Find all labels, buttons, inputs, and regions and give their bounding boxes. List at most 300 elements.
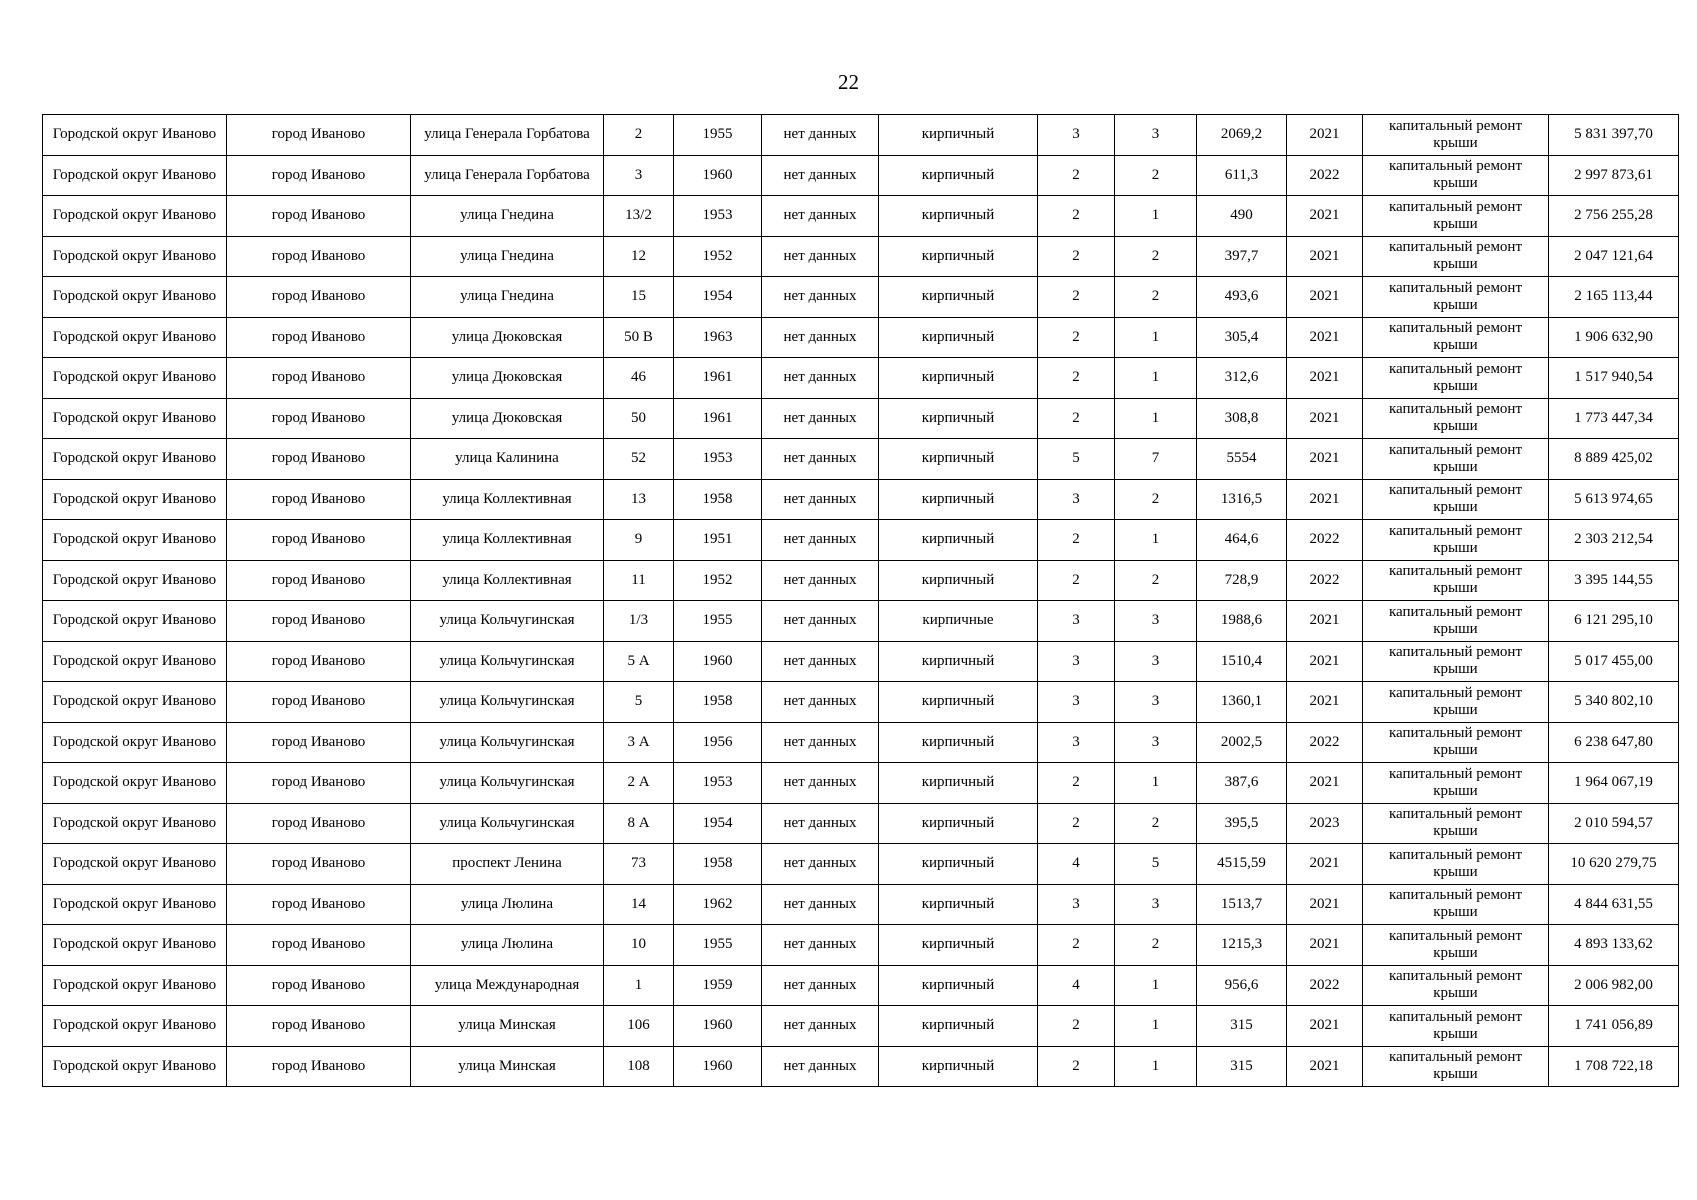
table-row (43, 601, 1679, 642)
table-row (43, 965, 1679, 1006)
table-row (43, 1046, 1679, 1087)
street-cell: улица Международная (411, 965, 604, 1006)
cost-cell: 6 121 295,10 (1549, 601, 1679, 642)
house-number-cell: 46 (604, 358, 674, 399)
area-cell: 1513,7 (1197, 884, 1287, 925)
entrances-cell: 3 (1115, 884, 1197, 925)
municipality-cell: Городской округ Иваново (43, 1046, 227, 1087)
last-repair-year-cell: нет данных (762, 682, 879, 723)
work-type-cell: капитальный ремонт крыши (1363, 439, 1549, 480)
settlement-cell: город Иваново (227, 155, 411, 196)
wall-material-cell: кирпичный (879, 358, 1038, 399)
municipality-cell: Городской округ Иваново (43, 965, 227, 1006)
floors-cell: 4 (1038, 844, 1115, 885)
floors-cell: 3 (1038, 722, 1115, 763)
build-year-cell: 1954 (674, 277, 762, 318)
last-repair-year-cell: нет данных (762, 317, 879, 358)
wall-material-cell: кирпичный (879, 277, 1038, 318)
build-year-cell: 1956 (674, 722, 762, 763)
municipality-cell: Городской округ Иваново (43, 155, 227, 196)
street-cell: улица Дюковская (411, 358, 604, 399)
wall-material-cell: кирпичный (879, 722, 1038, 763)
cost-cell: 5 613 974,65 (1549, 479, 1679, 520)
street-cell: улица Кольчугинская (411, 722, 604, 763)
house-number-cell: 8 А (604, 803, 674, 844)
house-number-cell: 9 (604, 520, 674, 561)
house-number-cell: 1/3 (604, 601, 674, 642)
settlement-cell: город Иваново (227, 803, 411, 844)
build-year-cell: 1953 (674, 763, 762, 804)
table-row (43, 844, 1679, 885)
area-cell: 5554 (1197, 439, 1287, 480)
cost-cell: 10 620 279,75 (1549, 844, 1679, 885)
floors-cell: 2 (1038, 398, 1115, 439)
work-type-cell: капитальный ремонт крыши (1363, 398, 1549, 439)
table-row (43, 155, 1679, 196)
area-cell: 312,6 (1197, 358, 1287, 399)
table-row (43, 236, 1679, 277)
municipality-cell: Городской округ Иваново (43, 479, 227, 520)
plan-year-cell: 2021 (1287, 763, 1363, 804)
house-number-cell: 50 В (604, 317, 674, 358)
municipality-cell: Городской округ Иваново (43, 439, 227, 480)
wall-material-cell: кирпичный (879, 925, 1038, 966)
work-type-cell: капитальный ремонт крыши (1363, 479, 1549, 520)
entrances-cell: 2 (1115, 925, 1197, 966)
table-row (43, 479, 1679, 520)
settlement-cell: город Иваново (227, 965, 411, 1006)
plan-year-cell: 2022 (1287, 155, 1363, 196)
plan-year-cell: 2022 (1287, 560, 1363, 601)
area-cell: 1510,4 (1197, 641, 1287, 682)
last-repair-year-cell: нет данных (762, 479, 879, 520)
floors-cell: 3 (1038, 682, 1115, 723)
build-year-cell: 1958 (674, 844, 762, 885)
floors-cell: 5 (1038, 439, 1115, 480)
settlement-cell: город Иваново (227, 641, 411, 682)
wall-material-cell: кирпичный (879, 641, 1038, 682)
house-number-cell: 5 А (604, 641, 674, 682)
cost-cell: 2 165 113,44 (1549, 277, 1679, 318)
table-body (43, 115, 1679, 1087)
cost-cell: 1 741 056,89 (1549, 1006, 1679, 1047)
settlement-cell: город Иваново (227, 115, 411, 156)
plan-year-cell: 2021 (1287, 601, 1363, 642)
settlement-cell: город Иваново (227, 439, 411, 480)
municipality-cell: Городской округ Иваново (43, 763, 227, 804)
work-type-cell: капитальный ремонт крыши (1363, 115, 1549, 156)
municipality-cell: Городской округ Иваново (43, 1006, 227, 1047)
wall-material-cell: кирпичный (879, 763, 1038, 804)
floors-cell: 2 (1038, 196, 1115, 237)
floors-cell: 2 (1038, 155, 1115, 196)
wall-material-cell: кирпичный (879, 398, 1038, 439)
build-year-cell: 1959 (674, 965, 762, 1006)
plan-year-cell: 2022 (1287, 722, 1363, 763)
plan-year-cell: 2021 (1287, 844, 1363, 885)
street-cell: улица Калинина (411, 439, 604, 480)
build-year-cell: 1962 (674, 884, 762, 925)
street-cell: проспект Ленина (411, 844, 604, 885)
last-repair-year-cell: нет данных (762, 196, 879, 237)
plan-year-cell: 2021 (1287, 196, 1363, 237)
entrances-cell: 3 (1115, 722, 1197, 763)
floors-cell: 2 (1038, 1006, 1115, 1047)
entrances-cell: 1 (1115, 1006, 1197, 1047)
page-number: 22 (838, 70, 859, 94)
last-repair-year-cell: нет данных (762, 803, 879, 844)
settlement-cell: город Иваново (227, 236, 411, 277)
wall-material-cell: кирпичный (879, 196, 1038, 237)
cost-cell: 2 303 212,54 (1549, 520, 1679, 561)
work-type-cell: капитальный ремонт крыши (1363, 1046, 1549, 1087)
last-repair-year-cell: нет данных (762, 155, 879, 196)
street-cell: улица Генерала Горбатова (411, 155, 604, 196)
table-row (43, 439, 1679, 480)
house-number-cell: 108 (604, 1046, 674, 1087)
settlement-cell: город Иваново (227, 317, 411, 358)
build-year-cell: 1955 (674, 925, 762, 966)
table-row (43, 358, 1679, 399)
house-number-cell: 2 (604, 115, 674, 156)
wall-material-cell: кирпичные (879, 601, 1038, 642)
cost-cell: 1 964 067,19 (1549, 763, 1679, 804)
table-row (43, 641, 1679, 682)
plan-year-cell: 2021 (1287, 1046, 1363, 1087)
table-row (43, 115, 1679, 156)
cost-cell: 3 395 144,55 (1549, 560, 1679, 601)
table-row (43, 520, 1679, 561)
floors-cell: 2 (1038, 520, 1115, 561)
build-year-cell: 1960 (674, 1006, 762, 1047)
plan-year-cell: 2021 (1287, 236, 1363, 277)
work-type-cell: капитальный ремонт крыши (1363, 722, 1549, 763)
municipality-cell: Городской округ Иваново (43, 520, 227, 561)
floors-cell: 2 (1038, 317, 1115, 358)
build-year-cell: 1963 (674, 317, 762, 358)
plan-year-cell: 2021 (1287, 1006, 1363, 1047)
entrances-cell: 2 (1115, 479, 1197, 520)
wall-material-cell: кирпичный (879, 965, 1038, 1006)
plan-year-cell: 2022 (1287, 965, 1363, 1006)
area-cell: 490 (1197, 196, 1287, 237)
last-repair-year-cell: нет данных (762, 763, 879, 804)
area-cell: 315 (1197, 1046, 1287, 1087)
work-type-cell: капитальный ремонт крыши (1363, 317, 1549, 358)
plan-year-cell: 2021 (1287, 479, 1363, 520)
plan-year-cell: 2021 (1287, 641, 1363, 682)
cost-cell: 5 017 455,00 (1549, 641, 1679, 682)
street-cell: улица Генерала Горбатова (411, 115, 604, 156)
house-number-cell: 15 (604, 277, 674, 318)
municipality-cell: Городской округ Иваново (43, 641, 227, 682)
entrances-cell: 1 (1115, 398, 1197, 439)
build-year-cell: 1953 (674, 439, 762, 480)
entrances-cell: 1 (1115, 196, 1197, 237)
settlement-cell: город Иваново (227, 479, 411, 520)
wall-material-cell: кирпичный (879, 520, 1038, 561)
work-type-cell: капитальный ремонт крыши (1363, 965, 1549, 1006)
cost-cell: 1 517 940,54 (1549, 358, 1679, 399)
wall-material-cell: кирпичный (879, 884, 1038, 925)
street-cell: улица Кольчугинская (411, 641, 604, 682)
work-type-cell: капитальный ремонт крыши (1363, 560, 1549, 601)
wall-material-cell: кирпичный (879, 155, 1038, 196)
house-number-cell: 3 (604, 155, 674, 196)
entrances-cell: 3 (1115, 601, 1197, 642)
area-cell: 397,7 (1197, 236, 1287, 277)
cost-cell: 2 997 873,61 (1549, 155, 1679, 196)
last-repair-year-cell: нет данных (762, 601, 879, 642)
cost-cell: 6 238 647,80 (1549, 722, 1679, 763)
municipality-cell: Городской округ Иваново (43, 560, 227, 601)
street-cell: улица Дюковская (411, 398, 604, 439)
street-cell: улица Люлина (411, 884, 604, 925)
house-number-cell: 1 (604, 965, 674, 1006)
street-cell: улица Коллективная (411, 560, 604, 601)
house-number-cell: 14 (604, 884, 674, 925)
floors-cell: 4 (1038, 965, 1115, 1006)
last-repair-year-cell: нет данных (762, 722, 879, 763)
table-row (43, 277, 1679, 318)
plan-year-cell: 2021 (1287, 398, 1363, 439)
last-repair-year-cell: нет данных (762, 1006, 879, 1047)
entrances-cell: 2 (1115, 803, 1197, 844)
area-cell: 395,5 (1197, 803, 1287, 844)
house-number-cell: 12 (604, 236, 674, 277)
entrances-cell: 3 (1115, 641, 1197, 682)
cost-cell: 1 773 447,34 (1549, 398, 1679, 439)
settlement-cell: город Иваново (227, 844, 411, 885)
floors-cell: 2 (1038, 560, 1115, 601)
plan-year-cell: 2023 (1287, 803, 1363, 844)
wall-material-cell: кирпичный (879, 317, 1038, 358)
municipality-cell: Городской округ Иваново (43, 682, 227, 723)
plan-year-cell: 2022 (1287, 520, 1363, 561)
municipality-cell: Городской округ Иваново (43, 115, 227, 156)
municipality-cell: Городской округ Иваново (43, 317, 227, 358)
floors-cell: 2 (1038, 803, 1115, 844)
entrances-cell: 1 (1115, 358, 1197, 399)
house-number-cell: 106 (604, 1006, 674, 1047)
table-row (43, 925, 1679, 966)
wall-material-cell: кирпичный (879, 844, 1038, 885)
house-number-cell: 13 (604, 479, 674, 520)
entrances-cell: 1 (1115, 317, 1197, 358)
table-row (43, 560, 1679, 601)
settlement-cell: город Иваново (227, 925, 411, 966)
municipality-cell: Городской округ Иваново (43, 277, 227, 318)
street-cell: улица Коллективная (411, 479, 604, 520)
table-row (43, 196, 1679, 237)
municipality-cell: Городской округ Иваново (43, 803, 227, 844)
floors-cell: 2 (1038, 1046, 1115, 1087)
plan-year-cell: 2021 (1287, 115, 1363, 156)
build-year-cell: 1955 (674, 115, 762, 156)
work-type-cell: капитальный ремонт крыши (1363, 925, 1549, 966)
area-cell: 611,3 (1197, 155, 1287, 196)
cost-cell: 5 340 802,10 (1549, 682, 1679, 723)
last-repair-year-cell: нет данных (762, 965, 879, 1006)
area-cell: 1316,5 (1197, 479, 1287, 520)
street-cell: улица Кольчугинская (411, 682, 604, 723)
area-cell: 1360,1 (1197, 682, 1287, 723)
settlement-cell: город Иваново (227, 601, 411, 642)
work-type-cell: капитальный ремонт крыши (1363, 196, 1549, 237)
house-number-cell: 73 (604, 844, 674, 885)
build-year-cell: 1954 (674, 803, 762, 844)
last-repair-year-cell: нет данных (762, 925, 879, 966)
settlement-cell: город Иваново (227, 196, 411, 237)
build-year-cell: 1958 (674, 682, 762, 723)
wall-material-cell: кирпичный (879, 439, 1038, 480)
street-cell: улица Гнедина (411, 236, 604, 277)
street-cell: улица Гнедина (411, 196, 604, 237)
house-number-cell: 5 (604, 682, 674, 723)
work-type-cell: капитальный ремонт крыши (1363, 682, 1549, 723)
build-year-cell: 1958 (674, 479, 762, 520)
cost-cell: 4 844 631,55 (1549, 884, 1679, 925)
wall-material-cell: кирпичный (879, 236, 1038, 277)
work-type-cell: капитальный ремонт крыши (1363, 641, 1549, 682)
cost-cell: 2 756 255,28 (1549, 196, 1679, 237)
plan-year-cell: 2021 (1287, 925, 1363, 966)
floors-cell: 2 (1038, 925, 1115, 966)
entrances-cell: 7 (1115, 439, 1197, 480)
work-type-cell: капитальный ремонт крыши (1363, 884, 1549, 925)
table-row (43, 763, 1679, 804)
wall-material-cell: кирпичный (879, 682, 1038, 723)
last-repair-year-cell: нет данных (762, 1046, 879, 1087)
area-cell: 305,4 (1197, 317, 1287, 358)
table-row (43, 682, 1679, 723)
table-row (43, 803, 1679, 844)
settlement-cell: город Иваново (227, 682, 411, 723)
table-row (43, 398, 1679, 439)
entrances-cell: 1 (1115, 1046, 1197, 1087)
plan-year-cell: 2021 (1287, 317, 1363, 358)
cost-cell: 1 906 632,90 (1549, 317, 1679, 358)
street-cell: улица Минская (411, 1046, 604, 1087)
plan-year-cell: 2021 (1287, 277, 1363, 318)
settlement-cell: город Иваново (227, 277, 411, 318)
build-year-cell: 1951 (674, 520, 762, 561)
municipality-cell: Городской округ Иваново (43, 398, 227, 439)
street-cell: улица Кольчугинская (411, 763, 604, 804)
floors-cell: 3 (1038, 884, 1115, 925)
settlement-cell: город Иваново (227, 884, 411, 925)
work-type-cell: капитальный ремонт крыши (1363, 601, 1549, 642)
cost-cell: 5 831 397,70 (1549, 115, 1679, 156)
last-repair-year-cell: нет данных (762, 398, 879, 439)
floors-cell: 3 (1038, 115, 1115, 156)
last-repair-year-cell: нет данных (762, 560, 879, 601)
municipality-cell: Городской округ Иваново (43, 722, 227, 763)
plan-year-cell: 2021 (1287, 358, 1363, 399)
area-cell: 315 (1197, 1006, 1287, 1047)
build-year-cell: 1960 (674, 1046, 762, 1087)
house-number-cell: 3 А (604, 722, 674, 763)
cost-cell: 2 010 594,57 (1549, 803, 1679, 844)
last-repair-year-cell: нет данных (762, 641, 879, 682)
work-type-cell: капитальный ремонт крыши (1363, 358, 1549, 399)
settlement-cell: город Иваново (227, 722, 411, 763)
floors-cell: 3 (1038, 601, 1115, 642)
table-row (43, 884, 1679, 925)
area-cell: 728,9 (1197, 560, 1287, 601)
area-cell: 1988,6 (1197, 601, 1287, 642)
municipality-cell: Городской округ Иваново (43, 884, 227, 925)
settlement-cell: город Иваново (227, 520, 411, 561)
entrances-cell: 5 (1115, 844, 1197, 885)
work-type-cell: капитальный ремонт крыши (1363, 844, 1549, 885)
settlement-cell: город Иваново (227, 763, 411, 804)
build-year-cell: 1960 (674, 641, 762, 682)
wall-material-cell: кирпичный (879, 1006, 1038, 1047)
street-cell: улица Коллективная (411, 520, 604, 561)
house-number-cell: 50 (604, 398, 674, 439)
area-cell: 956,6 (1197, 965, 1287, 1006)
municipality-cell: Городской округ Иваново (43, 196, 227, 237)
settlement-cell: город Иваново (227, 1006, 411, 1047)
municipality-cell: Городской округ Иваново (43, 925, 227, 966)
work-type-cell: капитальный ремонт крыши (1363, 803, 1549, 844)
wall-material-cell: кирпичный (879, 803, 1038, 844)
plan-year-cell: 2021 (1287, 682, 1363, 723)
last-repair-year-cell: нет данных (762, 358, 879, 399)
build-year-cell: 1960 (674, 155, 762, 196)
floors-cell: 3 (1038, 479, 1115, 520)
entrances-cell: 1 (1115, 520, 1197, 561)
floors-cell: 2 (1038, 763, 1115, 804)
house-number-cell: 2 А (604, 763, 674, 804)
area-cell: 387,6 (1197, 763, 1287, 804)
cost-cell: 1 708 722,18 (1549, 1046, 1679, 1087)
area-cell: 2002,5 (1197, 722, 1287, 763)
work-type-cell: капитальный ремонт крыши (1363, 520, 1549, 561)
floors-cell: 2 (1038, 236, 1115, 277)
entrances-cell: 1 (1115, 965, 1197, 1006)
municipality-cell: Городской округ Иваново (43, 601, 227, 642)
entrances-cell: 2 (1115, 155, 1197, 196)
build-year-cell: 1952 (674, 236, 762, 277)
plan-year-cell: 2021 (1287, 439, 1363, 480)
cost-cell: 8 889 425,02 (1549, 439, 1679, 480)
build-year-cell: 1961 (674, 358, 762, 399)
floors-cell: 2 (1038, 277, 1115, 318)
street-cell: улица Дюковская (411, 317, 604, 358)
table-row (43, 722, 1679, 763)
area-cell: 1215,3 (1197, 925, 1287, 966)
cost-cell: 2 047 121,64 (1549, 236, 1679, 277)
area-cell: 308,8 (1197, 398, 1287, 439)
settlement-cell: город Иваново (227, 358, 411, 399)
last-repair-year-cell: нет данных (762, 520, 879, 561)
municipality-cell: Городской округ Иваново (43, 236, 227, 277)
plan-year-cell: 2021 (1287, 884, 1363, 925)
build-year-cell: 1953 (674, 196, 762, 237)
entrances-cell: 2 (1115, 277, 1197, 318)
build-year-cell: 1961 (674, 398, 762, 439)
last-repair-year-cell: нет данных (762, 439, 879, 480)
area-cell: 464,6 (1197, 520, 1287, 561)
table-row (43, 317, 1679, 358)
cost-cell: 2 006 982,00 (1549, 965, 1679, 1006)
entrances-cell: 2 (1115, 236, 1197, 277)
street-cell: улица Гнедина (411, 277, 604, 318)
last-repair-year-cell: нет данных (762, 236, 879, 277)
work-type-cell: капитальный ремонт крыши (1363, 277, 1549, 318)
